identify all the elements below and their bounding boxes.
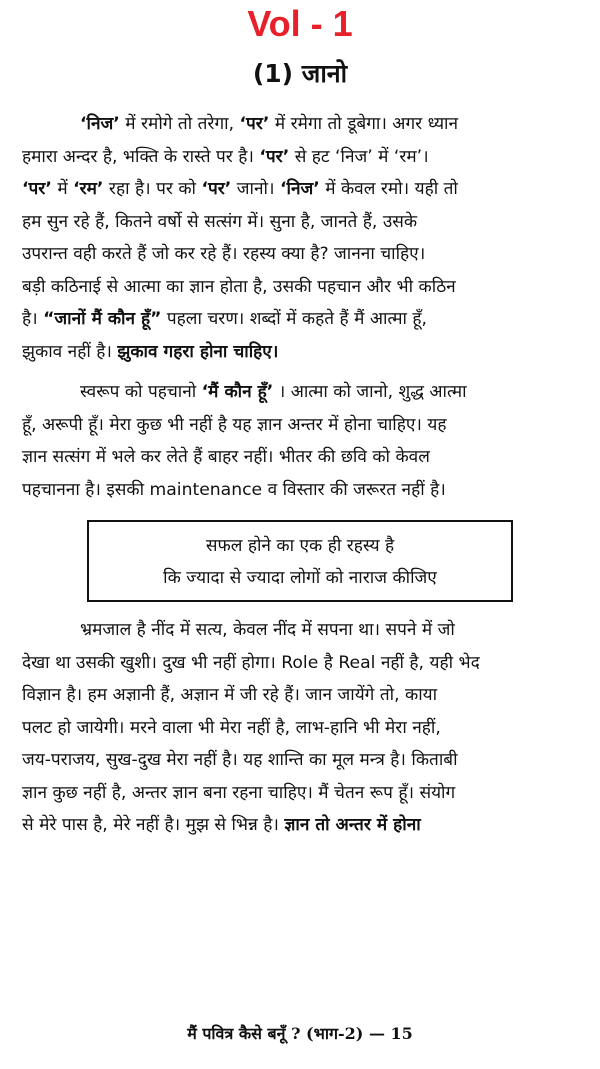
text-run: । आत्मा को जानो, शुद्ध आत्मा <box>273 382 467 402</box>
bold-term: ‘पर’ <box>259 146 290 167</box>
text-run: हमारा अन्दर है, भक्ति के रास्ते पर है। <box>22 146 260 167</box>
bold-term: ‘पर’ <box>201 179 232 199</box>
bold-term: ‘मैं कौन हूँ’ <box>201 382 274 402</box>
text-line <box>22 173 578 206</box>
text-run: से हट ‘निज’ में ‘रम’। <box>289 146 429 167</box>
text-run: में रमेगा तो डूबेगा। अगर ध्यान <box>269 114 459 134</box>
paragraph-1 <box>22 108 578 368</box>
bold-term: “जानों मैं कौन हूँ” <box>43 309 162 329</box>
text-run: रहा है। पर को <box>103 179 202 199</box>
text-line: जय-पराजय, सुख-दुख मेरा नहीं है। यह शान्ति का मूल मन्त्र है। किताबी <box>22 750 458 770</box>
text-run: है। <box>22 309 44 329</box>
text-line <box>22 303 578 336</box>
quote-line: कि ज्यादा से ज्यादा लोगों को नाराज कीजिए <box>163 568 437 588</box>
text-line: विज्ञान है। हम अज्ञानी हैं, अज्ञान में जी रहे हैं। जान जायेंगे तो, काया <box>22 685 438 705</box>
text-line: हम सुन रहे हैं, कितने वर्षो से सत्संग में। सुना है, जानते हैं, उसके <box>22 211 418 232</box>
text-line: ज्ञान कुछ नहीं है, अन्तर ज्ञान बना रहना चाहिए। मैं चेतन रूप हूँ। संयोग <box>22 782 456 803</box>
volume-heading: Vol - 1 <box>247 3 353 44</box>
paragraph-3 <box>22 614 578 842</box>
text-line: पहचानना है। इसकी maintenance व विस्तार की जरूरत नहीं है। <box>22 479 446 500</box>
text-run: स्वरूप को पहचानो <box>80 382 202 402</box>
text-line: बड़ी कठिनाई से आत्मा का ज्ञान होता है, उसकी पहचान और भी कठिन <box>22 276 456 297</box>
text-line: पलट हो जायेगी। मरने वाला भी मेरा नहीं है, लाभ-हानि भी मेरा नहीं, <box>22 717 441 738</box>
bold-term: ‘रम’ <box>73 179 104 199</box>
text-run: में रमोगे तो तरेगा, <box>119 114 240 134</box>
bold-term: ज्ञान तो अन्तर में होना <box>284 815 421 835</box>
bold-term: ‘पर’ <box>22 179 52 199</box>
text-line <box>22 336 578 369</box>
text-line: ज्ञान सत्संग में भले कर लेते हैं बाहर नहीं। भीतर की छवि को केवल <box>22 447 430 467</box>
text-run: में केवल रमो। यही तो <box>319 179 458 199</box>
text-line <box>22 141 578 174</box>
paragraph-2 <box>22 376 578 506</box>
text-line: देखा था उसकी खुशी। दुख भी नहीं होगा। Role है Real नहीं है, यही भेद <box>22 652 480 673</box>
quote-box <box>87 520 513 602</box>
text-line <box>22 809 578 842</box>
chapter-title: (1) जानो <box>252 59 348 88</box>
bold-term: ‘पर’ <box>239 114 270 134</box>
text-line <box>22 108 578 141</box>
quote-line: सफल होने का एक ही रहस्य है <box>205 536 395 556</box>
bold-term: ‘निज’ <box>80 114 120 134</box>
text-line <box>22 376 578 409</box>
bold-term: झुकाव गहरा होना चाहिए। <box>117 341 279 362</box>
page-footer: मैं पवित्र कैसे बनूँ ? (भाग-2) — 15 <box>187 1024 413 1043</box>
text-run: पहला चरण। शब्दों में कहते हैं मैं आत्मा हूँ, <box>161 309 428 329</box>
text-line: हूँ, अरूपी हूँ। मेरा कुछ भी नहीं है यह ज्ञान अन्तर में होना चाहिए। यह <box>22 414 447 435</box>
text-run: में <box>51 179 74 199</box>
text-run: जानो। <box>231 179 280 199</box>
text-line: उपरान्त वही करते हैं जो कर रहे हैं। रहस्य क्या है? जानना चाहिए। <box>22 244 426 264</box>
text-line: भ्रमजाल है नींद में सत्य, केवल नींद में सपना था। सपने में जो <box>80 620 455 640</box>
text-run: झुकाव नहीं है। <box>22 341 118 362</box>
bold-term: ‘निज’ <box>279 179 320 199</box>
text-run: से मेरे पास है, मेरे नहीं है। मुझ से भिन्न है। <box>22 815 285 835</box>
